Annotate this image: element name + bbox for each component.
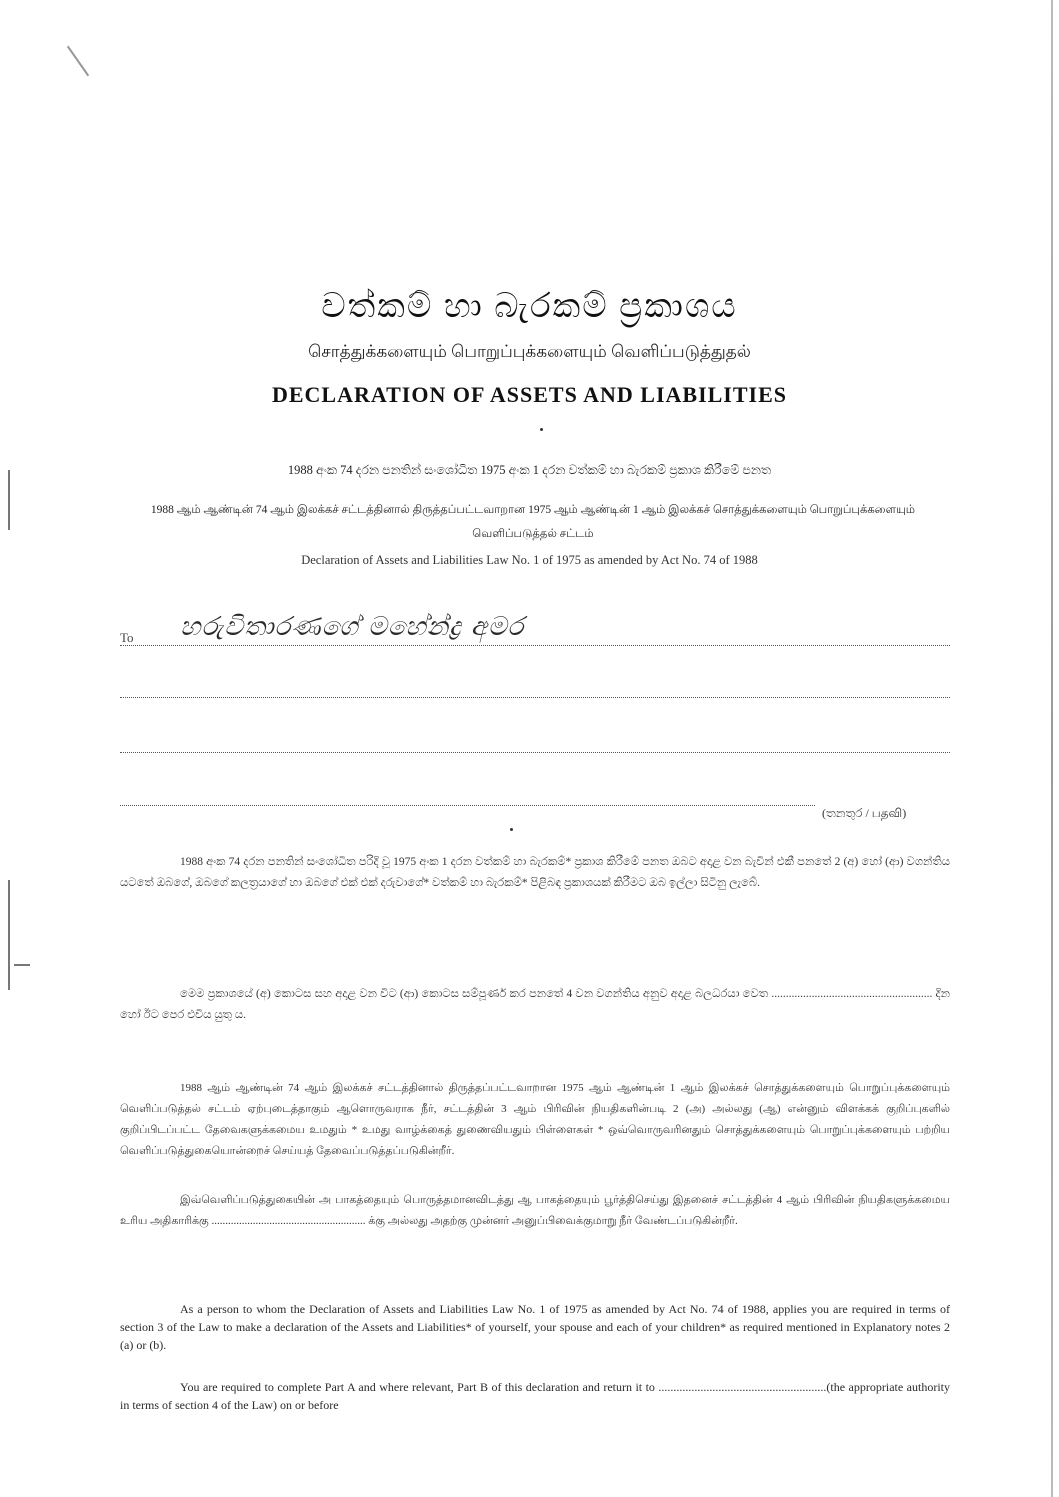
- title-english: DECLARATION OF ASSETS AND LIABILITIES: [271, 382, 788, 407]
- to-label: To: [120, 630, 134, 645]
- paragraph-tamil-1: 1988 ஆம் ஆண்டின் 74 ஆம் இலக்கச் சட்டத்தினால் திருத்தப்பட்டவாறான 1975 ஆம் ஆண்டின் 1 ஆம் இலக்கச் சொத்துக்களையும் பொறுப்புக்களையும் வெளிப்படுத்தல் சட்டம் ஏற்புடைத்தாகும் ஆளொருவராக நீர், சட்டத்தின் 3 ஆம் பிரிவின் நியதிகளின்படி 2 (அ) அல்லது (ஆ) என்னும் விளக்கக் குறிப்புகளில் குறிப்பிடப்பட்ட தேவைகளுக்கமைய உமதும் * உமது வாழ்க்கைத் துணைவியதும் பிள்ளைகள் * ஒவ்வொருவரினதும் சொத்துக்களையும் பொறுப்புக்களையும் பற்றிய வெளிப்படுத்துகையொன்றைச் செய்யத் தேவைப்படுத்தப்படுகின்றீர்.: [120, 1082, 950, 1157]
- designation-line[interactable]: [120, 805, 815, 806]
- address-line-2[interactable]: [120, 697, 950, 698]
- address-line-3[interactable]: [120, 752, 950, 753]
- paragraph-sinhala-1: 1988 අංක 74 දරන පනතින් සංශෝධිත පරිදි වූ 1975 අංක 1 දරන වත්කම් හා බැරකම්* ප්‍රකාශ කිරීමේ පනත ඔබට අදාළ වන බැවින් එකී පනතේ 2 (අ) හෝ (ආ) වගන්තිය යටතේ ඔබගේ, ඔබගේ කලත්‍රයාගේ හා ඔබගේ එක් එක් දරුවාගේ* වත්කම් හා බැරකම්* පිළිබඳ ප්‍රකාශයක් කිරීමට ඔබ ඉල්ලා සිටිනු ලැබේ.: [120, 856, 950, 889]
- ink-speck: [510, 828, 513, 831]
- left-margin-tick: [14, 964, 30, 966]
- title-sinhala: වත්කම් හා බැරකම් ප්‍රකාශය: [321, 288, 738, 325]
- law-reference-english: Declaration of Assets and Liabilities Law No. 1 of 1975 as amended by Act No. 74 of 1988: [301, 553, 758, 567]
- corner-stamp-mark: [67, 46, 89, 77]
- handwritten-addressee-name[interactable]: හරුවිතාරණගේ මහේන්ද්‍ර අමර: [180, 612, 525, 642]
- address-line-1[interactable]: [120, 645, 950, 646]
- paragraph-english-1: As a person to whom the Declaration of Assets and Liabilities Law No. 1 of 1975 as amended by Act No. 74 of 1988, applies you are required in terms of section 3 of the Law to make a declaration of the Assets and Liabilities* of yourself, your spouse and each of your children* as required mentioned in Explanatory notes 2 (a) or (b).: [120, 1302, 950, 1352]
- left-margin-mark: [8, 880, 10, 990]
- law-reference-tamil: 1988 ஆம் ஆண்டின் 74 ஆம் இலக்கச் சட்டத்தினால் திருத்தப்பட்டவாறான 1975 ஆம் ஆண்டின் 1 ஆம் இலக்கச் சொத்துக்களையும் பொறுப்புக்களையும் வெளிப்படுத்தல் சட்டம்: [150, 504, 916, 540]
- law-reference-sinhala: 1988 අංක 74 දරන පනතින් සංශෝධිත 1975 අංක 1 දරන වත්කම් හා බැරකම් ප්‍රකාශ කිරීමේ පනත: [287, 463, 772, 477]
- title-tamil: சொத்துக்களையும் பொறுப்புக்களையும் வெளிப்படுத்துதல்: [308, 342, 751, 361]
- designation-label: (තනතුර / பதவி): [822, 806, 907, 820]
- paragraph-sinhala-2: මෙම ප්‍රකාශයේ (අ) කොටස සහ අදාළ වන විට (ආ) කොටස සම්පූර්ණ කර පනතේ 4 වන වගන්තිය අනුව අදාළ බලධරයා වෙත ........................................................ දින හෝ ඊට පෙර එවිය යුතු ය.: [120, 988, 950, 1021]
- paragraph-tamil-2: இவ்வெளிப்படுத்துகையின் அ பாகத்தையும் பொருத்தமானவிடத்து ஆ பாகத்தையும் பூர்த்திசெய்து இதனைச் சட்டத்தின் 4 ஆம் பிரிவின் நியதிகளுக்கமைய உரிய அதிகாரிக்கு ........................................................ க்கு அல்லது அதற்கு முன்னர் அனுப்பிவைக்குமாறு நீர் வேண்டப்படுகின்றீர்.: [120, 1194, 950, 1227]
- left-margin-mark: [8, 470, 10, 530]
- page-edge-shadow: [1051, 0, 1053, 1497]
- ink-speck: [540, 428, 543, 431]
- paragraph-english-2: You are required to complete Part A and where relevant, Part B of this declaration and return it to ........................................................(the appropriate authority in terms of section 4 of the Law) on or before: [120, 1380, 950, 1412]
